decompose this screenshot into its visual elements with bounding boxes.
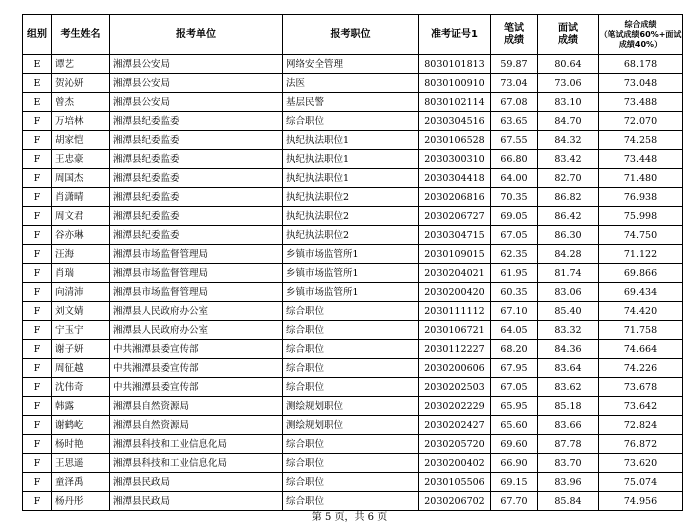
cell-unit: 湘潭县市场监督管理局 <box>110 283 283 302</box>
table-row <box>23 283 683 302</box>
cell-written: 69.60 <box>491 435 538 454</box>
table-row <box>23 169 683 188</box>
table-row <box>23 454 683 473</box>
cell-ticket: 2030105506 <box>419 473 491 492</box>
cell-unit: 湘潭县市场监督管理局 <box>110 264 283 283</box>
cell-total: 73.488 <box>599 93 683 112</box>
cell-position: 测绘规划职位 <box>283 416 419 435</box>
header-interview-line2: 成绩 <box>558 34 578 46</box>
cell-name: 谭艺 <box>52 55 110 74</box>
cell-interview: 86.82 <box>538 188 599 207</box>
table-row <box>23 188 683 207</box>
header-group: 组别 <box>23 15 52 55</box>
cell-name: 谢鹤屹 <box>52 416 110 435</box>
cell-interview: 85.84 <box>538 492 599 511</box>
cell-ticket: 2030202229 <box>419 397 491 416</box>
cell-unit: 湘潭县市场监督管理局 <box>110 245 283 264</box>
table-row <box>23 207 683 226</box>
header-unit: 报考单位 <box>110 15 283 55</box>
cell-group: F <box>23 397 52 416</box>
cell-ticket: 2030205720 <box>419 435 491 454</box>
table-row <box>23 378 683 397</box>
table-row <box>23 226 683 245</box>
cell-total: 73.678 <box>599 378 683 397</box>
table-header-row <box>23 15 683 55</box>
cell-written: 61.95 <box>491 264 538 283</box>
cell-name: 刘文婧 <box>52 302 110 321</box>
cell-position: 综合职位 <box>283 492 419 511</box>
cell-group: F <box>23 150 52 169</box>
cell-group: F <box>23 169 52 188</box>
cell-name: 曾杰 <box>52 93 110 112</box>
cell-name: 沈伟奇 <box>52 378 110 397</box>
cell-position: 综合职位 <box>283 302 419 321</box>
cell-group: F <box>23 302 52 321</box>
table-row <box>23 321 683 340</box>
cell-group: F <box>23 435 52 454</box>
cell-position: 执纪执法职位2 <box>283 188 419 207</box>
cell-interview: 85.40 <box>538 302 599 321</box>
header-written-line2: 成绩 <box>504 34 524 46</box>
cell-interview: 84.28 <box>538 245 599 264</box>
table-body <box>23 55 683 511</box>
cell-group: F <box>23 188 52 207</box>
cell-position: 综合职位 <box>283 321 419 340</box>
cell-ticket: 2030106528 <box>419 131 491 150</box>
cell-ticket: 2030111112 <box>419 302 491 321</box>
cell-written: 67.05 <box>491 378 538 397</box>
cell-total: 74.226 <box>599 359 683 378</box>
cell-ticket: 2030304715 <box>419 226 491 245</box>
cell-written: 66.80 <box>491 150 538 169</box>
cell-position: 基层民警 <box>283 93 419 112</box>
cell-interview: 73.06 <box>538 74 599 93</box>
table-row <box>23 264 683 283</box>
page-footer: 第 5 页，共 6 页 <box>311 512 388 523</box>
cell-name: 万培林 <box>52 112 110 131</box>
cell-unit: 湘潭县科技和工业信息化局 <box>110 435 283 454</box>
cell-position: 乡镇市场监管所1 <box>283 283 419 302</box>
header-written-line1: 笔试 <box>504 22 524 34</box>
cell-total: 73.620 <box>599 454 683 473</box>
cell-total: 74.420 <box>599 302 683 321</box>
cell-total: 72.824 <box>599 416 683 435</box>
header-total-line3: 成绩40%） <box>618 39 663 49</box>
cell-position: 综合职位 <box>283 435 419 454</box>
cell-unit: 湘潭县人民政府办公室 <box>110 302 283 321</box>
cell-written: 64.00 <box>491 169 538 188</box>
cell-total: 69.866 <box>599 264 683 283</box>
cell-unit: 中共湘潭县委宣传部 <box>110 340 283 359</box>
cell-total: 74.258 <box>599 131 683 150</box>
table-row <box>23 397 683 416</box>
header-position: 报考职位 <box>283 15 419 55</box>
cell-position: 法医 <box>283 74 419 93</box>
cell-group: F <box>23 283 52 302</box>
cell-name: 童泽禹 <box>52 473 110 492</box>
table-row <box>23 74 683 93</box>
cell-total: 69.434 <box>599 283 683 302</box>
cell-interview: 83.96 <box>538 473 599 492</box>
cell-name: 杨时艳 <box>52 435 110 454</box>
cell-written: 60.35 <box>491 283 538 302</box>
cell-group: F <box>23 454 52 473</box>
cell-ticket: 8030101813 <box>419 55 491 74</box>
cell-written: 68.20 <box>491 340 538 359</box>
cell-ticket: 2030206816 <box>419 188 491 207</box>
cell-interview: 83.06 <box>538 283 599 302</box>
cell-unit: 湘潭县民政局 <box>110 492 283 511</box>
table-row <box>23 416 683 435</box>
table-row <box>23 435 683 454</box>
cell-unit: 湘潭县人民政府办公室 <box>110 321 283 340</box>
table-row <box>23 359 683 378</box>
cell-position: 执纪执法职位2 <box>283 207 419 226</box>
cell-name: 王忠豪 <box>52 150 110 169</box>
table-row <box>23 112 683 131</box>
cell-unit: 湘潭县民政局 <box>110 473 283 492</box>
cell-unit: 湘潭县纪委监委 <box>110 169 283 188</box>
cell-name: 周文君 <box>52 207 110 226</box>
cell-position: 执纪执法职位1 <box>283 169 419 188</box>
cell-total: 71.758 <box>599 321 683 340</box>
table-row <box>23 340 683 359</box>
cell-position: 综合职位 <box>283 359 419 378</box>
cell-group: F <box>23 264 52 283</box>
cell-total: 74.750 <box>599 226 683 245</box>
cell-written: 65.95 <box>491 397 538 416</box>
cell-ticket: 2030109015 <box>419 245 491 264</box>
table-row <box>23 245 683 264</box>
cell-total: 71.480 <box>599 169 683 188</box>
cell-group: F <box>23 112 52 131</box>
cell-ticket: 2030112227 <box>419 340 491 359</box>
cell-total: 74.664 <box>599 340 683 359</box>
cell-interview: 85.18 <box>538 397 599 416</box>
score-table <box>22 14 683 511</box>
cell-total: 73.048 <box>599 74 683 93</box>
cell-name: 肖瑞 <box>52 264 110 283</box>
cell-written: 64.05 <box>491 321 538 340</box>
cell-position: 执纪执法职位1 <box>283 150 419 169</box>
cell-written: 65.60 <box>491 416 538 435</box>
cell-group: F <box>23 492 52 511</box>
cell-written: 73.04 <box>491 74 538 93</box>
cell-ticket: 8030102114 <box>419 93 491 112</box>
cell-group: F <box>23 416 52 435</box>
cell-name: 贺沁妍 <box>52 74 110 93</box>
cell-interview: 84.70 <box>538 112 599 131</box>
cell-name: 汪海 <box>52 245 110 264</box>
cell-position: 综合职位 <box>283 340 419 359</box>
table-row <box>23 473 683 492</box>
cell-interview: 83.62 <box>538 378 599 397</box>
cell-name: 周国杰 <box>52 169 110 188</box>
cell-total: 75.998 <box>599 207 683 226</box>
cell-ticket: 2030202503 <box>419 378 491 397</box>
cell-name: 周征越 <box>52 359 110 378</box>
cell-unit: 湘潭县自然资源局 <box>110 416 283 435</box>
cell-total: 76.872 <box>599 435 683 454</box>
cell-ticket: 2030106721 <box>419 321 491 340</box>
cell-interview: 82.70 <box>538 169 599 188</box>
cell-ticket: 2030200606 <box>419 359 491 378</box>
cell-written: 69.05 <box>491 207 538 226</box>
cell-group: E <box>23 93 52 112</box>
cell-unit: 湘潭县纪委监委 <box>110 207 283 226</box>
table-row <box>23 55 683 74</box>
cell-unit: 湘潭县纪委监委 <box>110 188 283 207</box>
cell-ticket: 2030204021 <box>419 264 491 283</box>
cell-total: 74.956 <box>599 492 683 511</box>
cell-ticket: 2030206702 <box>419 492 491 511</box>
cell-ticket: 2030200420 <box>419 283 491 302</box>
header-total-line1: 综合成绩 <box>624 19 657 29</box>
cell-name: 谷亦琳 <box>52 226 110 245</box>
cell-group: E <box>23 55 52 74</box>
cell-name: 杨丹彤 <box>52 492 110 511</box>
cell-ticket: 2030206727 <box>419 207 491 226</box>
cell-written: 67.05 <box>491 226 538 245</box>
cell-interview: 84.32 <box>538 131 599 150</box>
cell-ticket: 2030300310 <box>419 150 491 169</box>
cell-ticket: 8030100910 <box>419 74 491 93</box>
header-interview <box>538 15 599 55</box>
cell-unit: 湘潭县纪委监委 <box>110 131 283 150</box>
cell-group: E <box>23 74 52 93</box>
cell-written: 63.65 <box>491 112 538 131</box>
cell-interview: 86.30 <box>538 226 599 245</box>
cell-name: 向清沛 <box>52 283 110 302</box>
table-row <box>23 150 683 169</box>
cell-position: 测绘规划职位 <box>283 397 419 416</box>
cell-name: 肖潇晴 <box>52 188 110 207</box>
header-written <box>491 15 538 55</box>
cell-interview: 80.64 <box>538 55 599 74</box>
cell-position: 网络安全管理 <box>283 55 419 74</box>
cell-written: 70.35 <box>491 188 538 207</box>
cell-ticket: 2030304418 <box>419 169 491 188</box>
cell-unit: 湘潭县公安局 <box>110 74 283 93</box>
cell-group: F <box>23 359 52 378</box>
cell-written: 59.87 <box>491 55 538 74</box>
cell-interview: 83.64 <box>538 359 599 378</box>
cell-unit: 湘潭县纪委监委 <box>110 112 283 131</box>
cell-group: F <box>23 340 52 359</box>
cell-group: F <box>23 321 52 340</box>
cell-group: F <box>23 226 52 245</box>
cell-unit: 湘潭县科技和工业信息化局 <box>110 454 283 473</box>
header-name: 考生姓名 <box>52 15 110 55</box>
cell-unit: 湘潭县自然资源局 <box>110 397 283 416</box>
cell-group: F <box>23 207 52 226</box>
cell-name: 宁玉宁 <box>52 321 110 340</box>
cell-group: F <box>23 245 52 264</box>
cell-total: 75.074 <box>599 473 683 492</box>
cell-unit: 中共湘潭县委宣传部 <box>110 378 283 397</box>
cell-written: 69.15 <box>491 473 538 492</box>
cell-name: 谢子妍 <box>52 340 110 359</box>
cell-position: 乡镇市场监管所1 <box>283 245 419 264</box>
cell-unit: 湘潭县纪委监委 <box>110 226 283 245</box>
cell-written: 66.90 <box>491 454 538 473</box>
cell-written: 67.10 <box>491 302 538 321</box>
cell-total: 73.448 <box>599 150 683 169</box>
cell-name: 韩露 <box>52 397 110 416</box>
cell-position: 执纪执法职位1 <box>283 131 419 150</box>
cell-position: 综合职位 <box>283 454 419 473</box>
table-row <box>23 93 683 112</box>
cell-unit: 湘潭县公安局 <box>110 93 283 112</box>
cell-total: 72.070 <box>599 112 683 131</box>
cell-position: 乡镇市场监管所1 <box>283 264 419 283</box>
cell-group: F <box>23 473 52 492</box>
cell-written: 67.55 <box>491 131 538 150</box>
cell-interview: 86.42 <box>538 207 599 226</box>
cell-interview: 84.36 <box>538 340 599 359</box>
cell-total: 73.642 <box>599 397 683 416</box>
cell-ticket: 2030304516 <box>419 112 491 131</box>
cell-written: 67.70 <box>491 492 538 511</box>
cell-interview: 81.74 <box>538 264 599 283</box>
cell-position: 综合职位 <box>283 112 419 131</box>
cell-ticket: 2030200402 <box>419 454 491 473</box>
cell-total: 76.938 <box>599 188 683 207</box>
cell-interview: 83.10 <box>538 93 599 112</box>
cell-written: 67.08 <box>491 93 538 112</box>
header-interview-line1: 面试 <box>558 22 578 34</box>
cell-name: 王思遥 <box>52 454 110 473</box>
cell-unit: 湘潭县公安局 <box>110 55 283 74</box>
table-row <box>23 302 683 321</box>
cell-interview: 87.78 <box>538 435 599 454</box>
header-total-line2: （笔试成绩60%+面试 <box>599 29 682 39</box>
cell-total: 71.122 <box>599 245 683 264</box>
cell-position: 执纪执法职位2 <box>283 226 419 245</box>
cell-position: 综合职位 <box>283 473 419 492</box>
cell-interview: 83.70 <box>538 454 599 473</box>
cell-group: F <box>23 378 52 397</box>
header-ticket: 准考证号1 <box>419 15 491 55</box>
cell-interview: 83.66 <box>538 416 599 435</box>
cell-name: 胡家恺 <box>52 131 110 150</box>
cell-interview: 83.32 <box>538 321 599 340</box>
header-total <box>599 15 683 55</box>
cell-unit: 湘潭县纪委监委 <box>110 150 283 169</box>
cell-written: 67.95 <box>491 359 538 378</box>
cell-total: 68.178 <box>599 55 683 74</box>
cell-group: F <box>23 131 52 150</box>
table-row <box>23 131 683 150</box>
cell-interview: 83.42 <box>538 150 599 169</box>
cell-ticket: 2030202427 <box>419 416 491 435</box>
cell-written: 62.35 <box>491 245 538 264</box>
cell-unit: 中共湘潭县委宣传部 <box>110 359 283 378</box>
cell-position: 综合职位 <box>283 378 419 397</box>
